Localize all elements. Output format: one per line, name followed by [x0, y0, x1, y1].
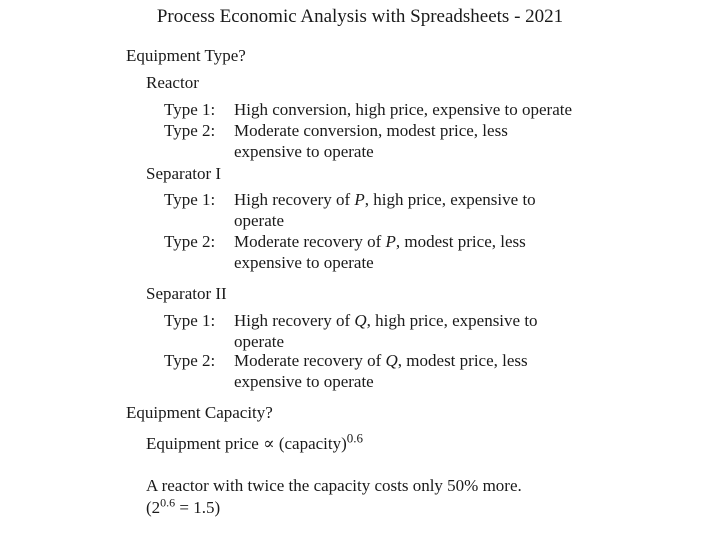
separator1-type1-desc: High recovery of P, high price, expensive to: [234, 190, 536, 209]
reactor-type2-label: Type 2:: [164, 121, 216, 140]
separator1-type2-label: Type 2:: [164, 232, 216, 251]
reactor-type1-label: Type 1:: [164, 100, 216, 119]
variable-q: Q: [385, 351, 398, 370]
exponent: 0.6: [346, 430, 364, 446]
separator2-type2-desc: Moderate recovery of Q, modest price, less: [234, 351, 528, 370]
reactor-type1-desc: High conversion, high price, expensive to operate: [234, 100, 573, 119]
separator1-type1-label: Type 1:: [164, 190, 216, 209]
reactor-type2-desc: Moderate conversion, modest price, less: [234, 121, 508, 140]
capacity-note: A reactor with twice the capacity costs only 50% more.: [146, 476, 522, 495]
reactor-type2-desc-cont: expensive to operate: [234, 142, 374, 161]
capacity-calc: $(2^{0.6} = 1.5)$: [146, 495, 221, 517]
separator2-type1-desc: High recovery of Q, high price, expensive to: [234, 311, 538, 330]
separator1-type2-desc-cont: expensive to operate: [234, 253, 374, 272]
capacity-formula: Equipment price ∝ (capacity)$^{0.6}$: [146, 430, 364, 453]
variable-q: Q: [354, 311, 367, 330]
reactor-heading: Reactor: [146, 73, 199, 92]
equipment-capacity-heading: Equipment Capacity?: [126, 403, 273, 422]
separator2-type1-desc-cont: operate: [234, 332, 285, 351]
separator1-heading: Separator I: [146, 164, 222, 183]
page-title: Process Economic Analysis with Spreadsheets - 2021: [156, 6, 564, 27]
variable-p: P: [354, 190, 365, 209]
separator2-type1-label: Type 1:: [164, 311, 216, 330]
separator2-type2-desc-cont: expensive to operate: [234, 372, 374, 391]
variable-p: P: [385, 232, 396, 251]
proportional-symbol: ∝: [263, 434, 275, 453]
exponent: 0.6: [160, 495, 176, 510]
separator2-type2-label: Type 2:: [164, 351, 216, 370]
separator2-heading: Separator II: [146, 284, 227, 303]
equipment-type-heading: Equipment Type?: [126, 46, 246, 65]
separator1-type1-desc-cont: operate: [234, 211, 285, 230]
separator1-type2-desc: Moderate recovery of P, modest price, less: [234, 232, 526, 251]
